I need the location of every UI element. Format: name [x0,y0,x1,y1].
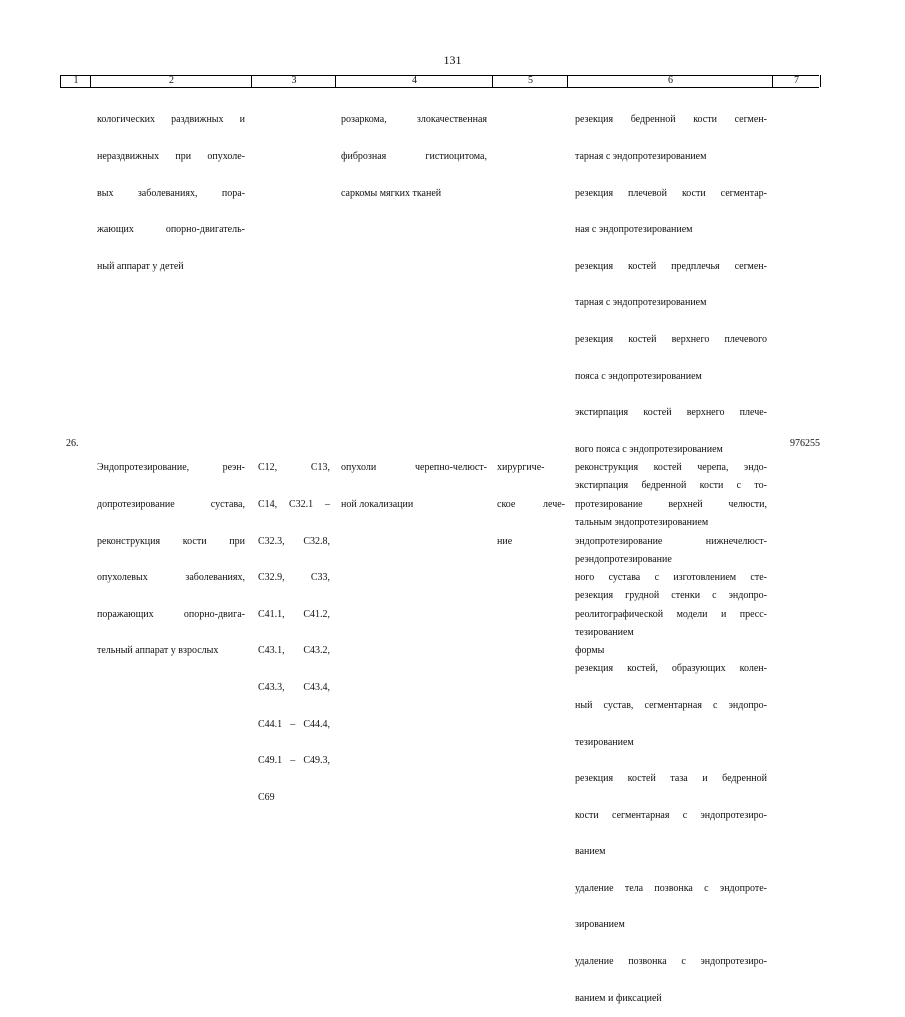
text-line: пояса с эндопротезированием [575,370,702,382]
text-line: Эндопротезирование, реэн- [97,462,245,474]
text-line: розаркома, злокачественная [341,114,487,126]
text-line: тельный аппарат у взрослых [97,645,219,657]
row-26-icd-codes-cell [258,438,330,816]
text-line: ный аппарат у детей [97,260,184,272]
text-line: зированием [575,919,625,931]
text-line: фиброзная гистиоцитома, [341,151,487,162]
text-line: опухоли черепно-челюст- [341,462,487,474]
text-line: C14, C32.1 – [258,499,330,510]
text-line: поражающих опорно-двига- [97,608,245,620]
text-line: резекция бедренной кости сегмен- [575,114,767,126]
text-line: C43.1, C43.2, [258,645,330,657]
text-line: удаление позвонка с эндопротезиро- [575,956,767,968]
text-line: экстирпация костей верхнего плече- [575,407,767,419]
row-26-method-cell [97,438,245,670]
column-header-7: 7 [772,75,821,87]
text-line: резекция плечевой кости сегментар- [575,187,767,199]
text-line: тезированием [575,736,634,748]
row-26-treatment-type-cell [497,438,565,560]
text-line: эндопротезирование нижнечелюст- [575,535,767,547]
text-line: реэндопротезирование [575,553,672,565]
text-line: C49.1 – C49.3, [258,755,330,767]
text-line: ние [497,535,513,547]
page-number: 131 [443,53,462,67]
text-line: резекция костей верхнего плечевого [575,333,767,345]
text-line: C41.1, C41.2, [258,608,330,620]
text-line: ного сустава с изготовлением сте- [575,572,767,584]
text-line: нераздвижных при опухоле- [97,151,245,162]
column-header-5: 5 [492,75,568,87]
column-header-1: 1 [60,75,91,87]
row-26-number: 26. [66,438,79,449]
text-line: резекция грудной стенки с эндопро- [575,590,767,602]
text-line: кости сегментарная с эндопротезиро- [575,809,767,821]
table-header-bottom-rule [60,87,819,88]
continued-row-method-cell [97,90,245,285]
text-line: хирургиче- [497,462,545,474]
continued-row-diagnosis-cell [341,90,487,212]
text-line: реконструкция костей черепа, эндо- [575,462,767,474]
column-header-6: 6 [567,75,773,87]
row-26-cost-cell: 976255 [790,438,820,449]
text-line: реконструкция кости при [97,535,245,547]
column-header-4: 4 [335,75,493,87]
text-line: C12, C13, [258,462,330,474]
text-line: тальным эндопротезированием [575,516,709,528]
text-line: экстирпация бедренной кости с то- [575,480,767,492]
text-line: опухолевых заболеваниях, [97,572,245,584]
text-line: жающих опорно-двигатель- [97,224,245,236]
text-line: резекция костей предплечья сегмен- [575,260,767,272]
text-line: тезированием [575,626,634,638]
text-line: C43.3, C43.4, [258,681,330,693]
text-line: вого пояса с эндопротезированием [575,443,723,455]
text-line: резекция костей, образующих колен- [575,663,767,675]
text-line: удаление тела позвонка с эндопроте- [575,882,767,894]
text-line: тарная с эндопротезированием [575,151,707,162]
text-line: реолитографической модели и пресс- [575,608,767,620]
text-line: тарная с эндопротезированием [575,297,707,309]
text-line: C69 [258,791,275,803]
column-header-3: 3 [251,75,336,87]
text-line: саркомы мягких тканей [341,187,442,199]
text-line: кологических раздвижных и [97,114,245,126]
text-line: формы [575,645,605,657]
text-line: ванием и фиксацией [575,992,662,1004]
column-header-2: 2 [90,75,252,87]
text-line: ной локализации [341,499,414,510]
text-line: ная с эндопротезированием [575,224,693,236]
text-line: C32.9, C33, [258,572,330,584]
row-26-treatment-method-cell [575,438,767,670]
text-line: C44.1 – C44.4, [258,718,330,730]
row-26-diagnosis-cell [341,438,487,523]
text-line: C32.3, C32.8, [258,535,330,547]
text-line: ское лече- [497,499,565,510]
text-line: вых заболеваниях, пора- [97,187,245,199]
text-line: ный сустав, сегментарная с эндопро- [575,699,767,711]
text-line: допротезирование сустава, [97,499,245,510]
text-line: протезирование верхней челюсти, [575,499,767,510]
text-line: резекция костей таза и бедренной [575,773,767,785]
text-line: ванием [575,846,606,858]
